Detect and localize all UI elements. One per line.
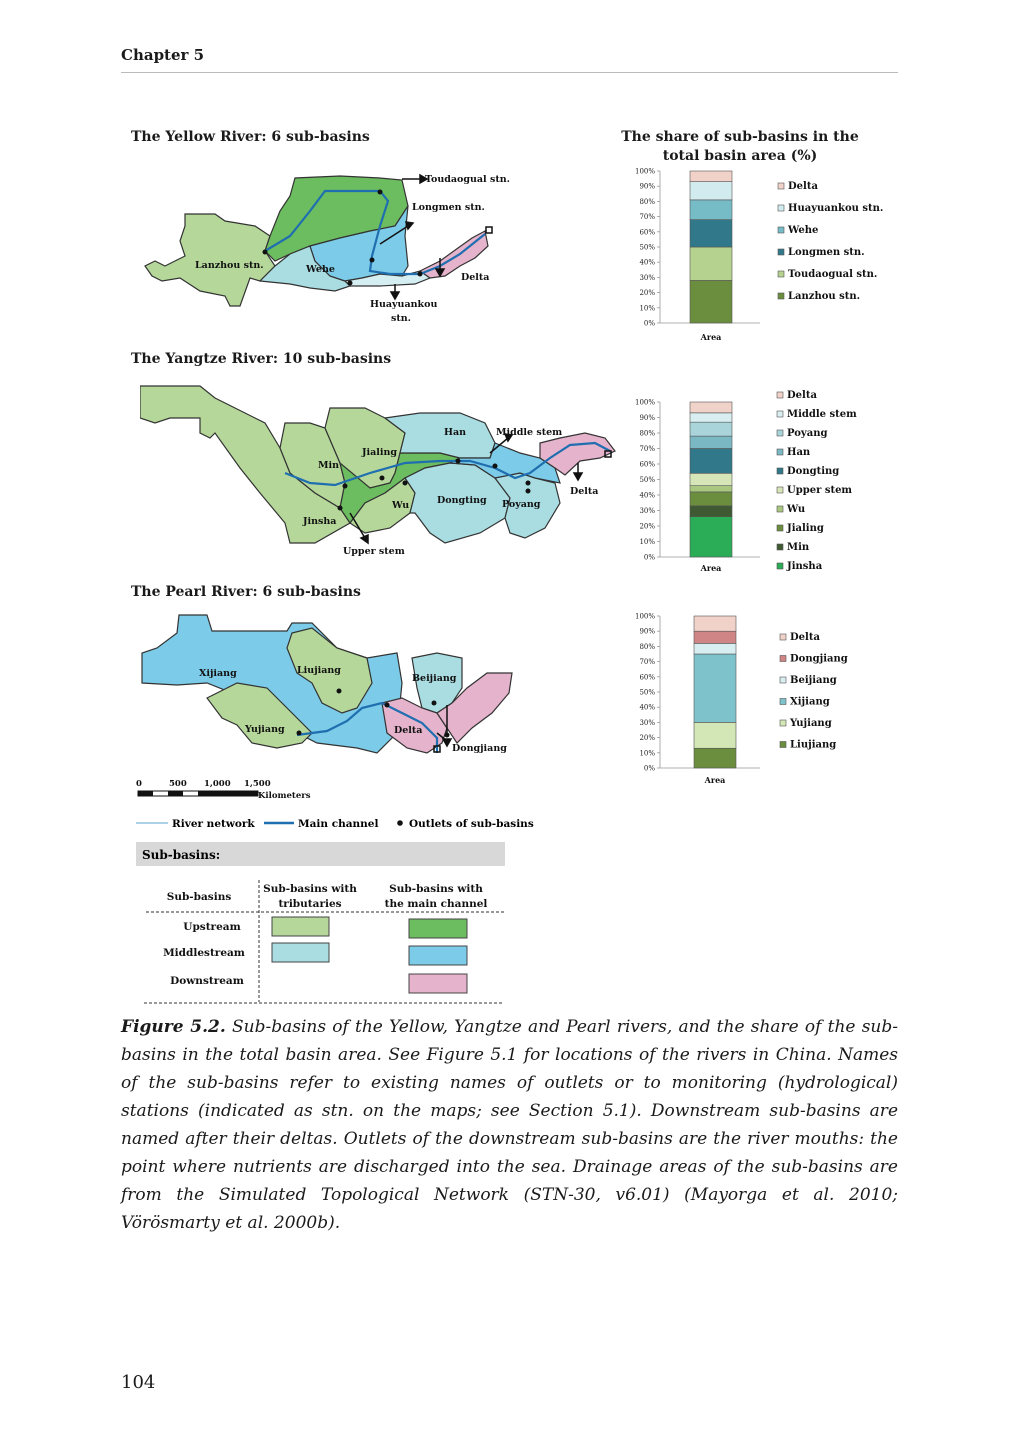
y-tick-label: 70% <box>639 445 655 453</box>
legend-label: Han <box>787 447 811 458</box>
label-yellow-delta: Delta <box>461 272 490 283</box>
legend-swatch <box>778 271 784 277</box>
label-toudaogual: Toudaogual stn. <box>425 174 510 185</box>
yangtze-share-chart <box>620 390 910 578</box>
outlet-jialing <box>380 476 385 481</box>
label-lanzhou: Lanzhou stn. <box>195 260 264 271</box>
outlet-jinsha <box>338 506 343 511</box>
label-yangtze-delta: Delta <box>570 486 599 497</box>
y-tick-label: 60% <box>639 460 655 469</box>
legend-swatch <box>780 634 786 640</box>
bar-segment-liujiang <box>694 748 736 768</box>
bar-segment-lanzhou-stn- <box>690 280 732 323</box>
label-upper-stem: Upper stem <box>343 546 405 557</box>
table-col-trib-b: tributaries <box>278 898 342 910</box>
map-legend <box>134 812 534 1007</box>
y-tick-label: 100% <box>634 398 655 407</box>
legend-swatch <box>780 699 786 705</box>
swatch-middle-trib <box>272 943 329 962</box>
y-tick-label: 90% <box>639 414 655 422</box>
outlet-delta <box>486 227 492 233</box>
label-min: Min <box>318 460 340 471</box>
bar-segment-beijiang <box>694 643 736 654</box>
y-tick-label: 70% <box>639 213 655 222</box>
legend-label: Yujiang <box>790 718 832 729</box>
caption-label: Figure 5.2. <box>121 1017 226 1037</box>
bar-segment-poyang <box>690 422 732 436</box>
bar-segment-yujiang <box>694 722 736 748</box>
legend-label: Lanzhou stn. <box>788 291 861 302</box>
scale-tick-500: 500 <box>169 779 187 789</box>
scale-bar <box>134 776 334 802</box>
legend-swatch <box>778 205 784 211</box>
y-tick-label: 20% <box>639 522 655 531</box>
legend-river-network: River network <box>172 818 255 830</box>
label-han: Han <box>444 427 467 438</box>
table-row-upstream: Upstream <box>183 921 241 933</box>
scale-tick-1000: 1,000 <box>204 779 231 789</box>
legend-label: Longmen stn. <box>788 247 865 258</box>
y-tick-label: 50% <box>639 688 655 697</box>
y-tick-label: 50% <box>639 476 655 484</box>
bar-segment-dongting <box>690 449 732 474</box>
caption-text: Sub-basins of the Yellow, Yangtze and Pearl rivers, and the share of the sub-basins in the total basin area. See Figure 5.1 for locations of the rivers in China. Names of the sub-basins refer to existing names of outlets or to monitoring (hydrological) stations (indicated as stn. on the maps; see Section 5.1). Downstream sub-basins are named after their deltas. Outlets of the downstream sub-basins are the river mouths: the point where nutrients are discharged into the sea. Drainage areas of the sub-basins are from the Simulated Topological Network (STN-30, v6.01) (Mayorga et al. 2010; Vörösmarty et al. 2000b). <box>121 1017 898 1233</box>
y-tick-label: 30% <box>639 507 655 515</box>
legend-swatch <box>780 656 786 662</box>
y-tick-label: 0% <box>643 319 655 328</box>
y-tick-label: 10% <box>639 749 655 758</box>
legend-label: Dongjiang <box>790 653 848 665</box>
label-middle-stem: Middle stem <box>496 427 563 438</box>
swatch-upstream-trib <box>272 917 329 936</box>
y-tick-label: 40% <box>639 491 655 500</box>
label-liujiang: Liujiang <box>297 665 341 676</box>
bar-segment-longmen-stn- <box>690 220 732 247</box>
yangtze-river-title: The Yangtze River: 10 sub-basins <box>131 351 392 367</box>
x-category-label: Area <box>700 332 722 342</box>
outlet-poyang <box>526 489 531 494</box>
legend-swatch <box>778 293 784 299</box>
y-tick-label: 30% <box>639 273 655 282</box>
legend-label: Dongting <box>787 466 840 477</box>
legend-label: Huayuankou stn. <box>788 203 884 214</box>
legend-swatch <box>780 677 786 683</box>
y-tick-label: 60% <box>639 228 655 237</box>
outlet-han <box>493 464 498 469</box>
legend-label: Jialing <box>787 523 824 534</box>
y-tick-label: 100% <box>634 167 655 176</box>
outlet-dongjiang <box>445 733 450 738</box>
label-longmen: Longmen stn. <box>412 202 485 213</box>
outlet-longmen <box>370 258 375 263</box>
legend-swatch <box>778 183 784 189</box>
legend-label: Min <box>787 542 810 553</box>
scale-tick-0: 0 <box>136 779 142 789</box>
outlet-min <box>343 484 348 489</box>
legend-label: Upper stem <box>787 485 853 496</box>
bar-segment-toudaogual-stn- <box>690 247 732 280</box>
pearl-river-title: The Pearl River: 6 sub-basins <box>131 584 361 600</box>
y-tick-label: 60% <box>639 673 655 682</box>
pearl-share-chart <box>620 608 910 790</box>
bar-segment-delta <box>690 402 732 413</box>
chart-title: The share of sub-basins in the total basin area (%) <box>621 129 859 164</box>
bar-segment-delta <box>690 171 732 182</box>
label-poyang: Poyang <box>502 499 541 510</box>
y-tick-label: 80% <box>639 642 655 651</box>
y-tick-label: 80% <box>639 197 655 206</box>
y-tick-label: 30% <box>639 718 655 727</box>
table-row-downstream: Downstream <box>170 975 244 987</box>
table-col-subbasins: Sub-basins <box>166 891 232 903</box>
outlet-xijiang <box>385 703 390 708</box>
y-tick-label: 100% <box>634 612 655 621</box>
page-number: 104 <box>121 1372 156 1393</box>
subbasins-heading: Sub-basins: <box>142 848 221 862</box>
legend-label: Beijiang <box>790 675 837 686</box>
legend-swatch <box>777 525 783 531</box>
y-tick-label: 40% <box>639 703 655 712</box>
scale-tick-1500: 1,500 <box>244 779 271 789</box>
bar-segment-delta <box>694 616 736 631</box>
y-tick-label: 90% <box>639 627 655 636</box>
label-beijiang: Beijiang <box>412 673 457 684</box>
legend-label: Delta <box>787 390 817 401</box>
y-tick-label: 10% <box>639 538 655 546</box>
legend-swatch <box>778 249 784 255</box>
legend-label: Liujiang <box>790 739 837 751</box>
figure-caption <box>121 1013 898 1237</box>
swatch-down-main <box>409 974 467 993</box>
legend-label: Delta <box>790 632 820 643</box>
legend-label: Xijiang <box>790 696 830 708</box>
table-col-main-a: Sub-basins with <box>389 883 483 895</box>
bar-segment-wehe <box>690 200 732 220</box>
legend-swatch <box>777 430 783 436</box>
bar-segment-middle-stem <box>690 413 732 422</box>
y-tick-label: 70% <box>639 658 655 667</box>
legend-swatch <box>777 544 783 550</box>
y-tick-label: 0% <box>643 553 655 562</box>
legend-swatch <box>777 506 783 512</box>
y-tick-label: 40% <box>639 258 655 267</box>
table-col-trib-a: Sub-basins with <box>263 883 357 895</box>
yellow-river-title: The Yellow River: 6 sub-basins <box>131 129 370 145</box>
label-yujiang: Yujiang <box>245 724 285 735</box>
bar-segment-huayuankou-stn- <box>690 182 732 200</box>
legend-label: Poyang <box>787 428 828 439</box>
bar-segment-jinsha <box>690 517 732 557</box>
legend-label: Jinsha <box>787 561 823 572</box>
legend-label: Middle stem <box>787 409 857 420</box>
label-huayuankou: Huayuankou <box>370 299 438 310</box>
outlet-dongting <box>526 481 531 486</box>
y-tick-label: 10% <box>639 304 655 313</box>
pearl-river-map <box>137 613 517 763</box>
legend-swatch <box>777 449 783 455</box>
legend-outlets: Outlets of sub-basins <box>409 818 534 830</box>
outlet-wu <box>403 481 408 486</box>
bar-segment-jialing <box>690 492 732 506</box>
label-jinsha: Jinsha <box>303 516 337 527</box>
table-col-main-b: the main channel <box>384 898 488 910</box>
label-dongjiang: Dongjiang <box>452 743 507 754</box>
y-tick-label: 90% <box>639 182 655 191</box>
x-category-label: Area <box>704 775 726 785</box>
legend-swatch <box>778 227 784 233</box>
label-pearl-delta: Delta <box>394 725 423 736</box>
outlet-toudaogual <box>378 190 383 195</box>
yellow-river-map <box>140 166 510 326</box>
legend-swatch <box>777 392 783 398</box>
outlet-upper-stem <box>456 459 461 464</box>
outlet-beijiang <box>432 701 437 706</box>
legend-swatch <box>777 468 783 474</box>
outlet-huayuankou <box>418 272 423 277</box>
y-tick-label: 80% <box>639 429 655 438</box>
y-tick-label: 0% <box>643 764 655 773</box>
x-category-label: Area <box>700 563 722 573</box>
outlet-wehe <box>348 281 353 286</box>
legend-label: Toudaogual stn. <box>788 269 878 280</box>
legend-label: Wu <box>787 504 806 515</box>
outlet-liujiang <box>337 689 342 694</box>
y-tick-label: 50% <box>639 243 655 252</box>
label-dongting: Dongting <box>437 495 487 506</box>
chapter-header: Chapter 5 <box>121 46 205 64</box>
yangtze-river-map <box>140 383 618 558</box>
bar-segment-wu <box>690 486 732 492</box>
legend-label: Wehe <box>788 225 819 236</box>
label-jialing: Jialing <box>362 447 398 458</box>
yellow-share-chart <box>620 165 910 347</box>
y-tick-label: 20% <box>639 734 655 743</box>
label-wu: Wu <box>392 500 410 511</box>
header-rule <box>121 72 898 73</box>
label-xijiang: Xijiang <box>199 668 237 679</box>
legend-label: Delta <box>788 181 818 192</box>
outlet-yujiang <box>297 731 302 736</box>
outlet-lanzhou <box>263 250 268 255</box>
bar-segment-upper-stem <box>690 473 732 485</box>
swatch-middle-main <box>409 946 467 965</box>
legend-swatch <box>777 487 783 493</box>
label-wehe: Wehe <box>306 264 335 275</box>
bar-segment-xijiang <box>694 654 736 722</box>
y-tick-label: 20% <box>639 289 655 298</box>
bar-segment-han <box>690 436 732 448</box>
legend-swatch <box>777 411 783 417</box>
scale-unit: Kilometers <box>258 791 311 801</box>
legend-swatch <box>780 720 786 726</box>
swatch-upstream-main <box>409 919 467 938</box>
legend-swatch <box>777 563 783 569</box>
bar-segment-min <box>690 506 732 517</box>
legend-main-channel: Main channel <box>298 818 379 830</box>
bar-segment-dongjiang <box>694 631 736 643</box>
table-row-middlestream: Middlestream <box>163 947 245 959</box>
label-huayuankou-stn: stn. <box>391 313 411 324</box>
legend-swatch <box>780 742 786 748</box>
